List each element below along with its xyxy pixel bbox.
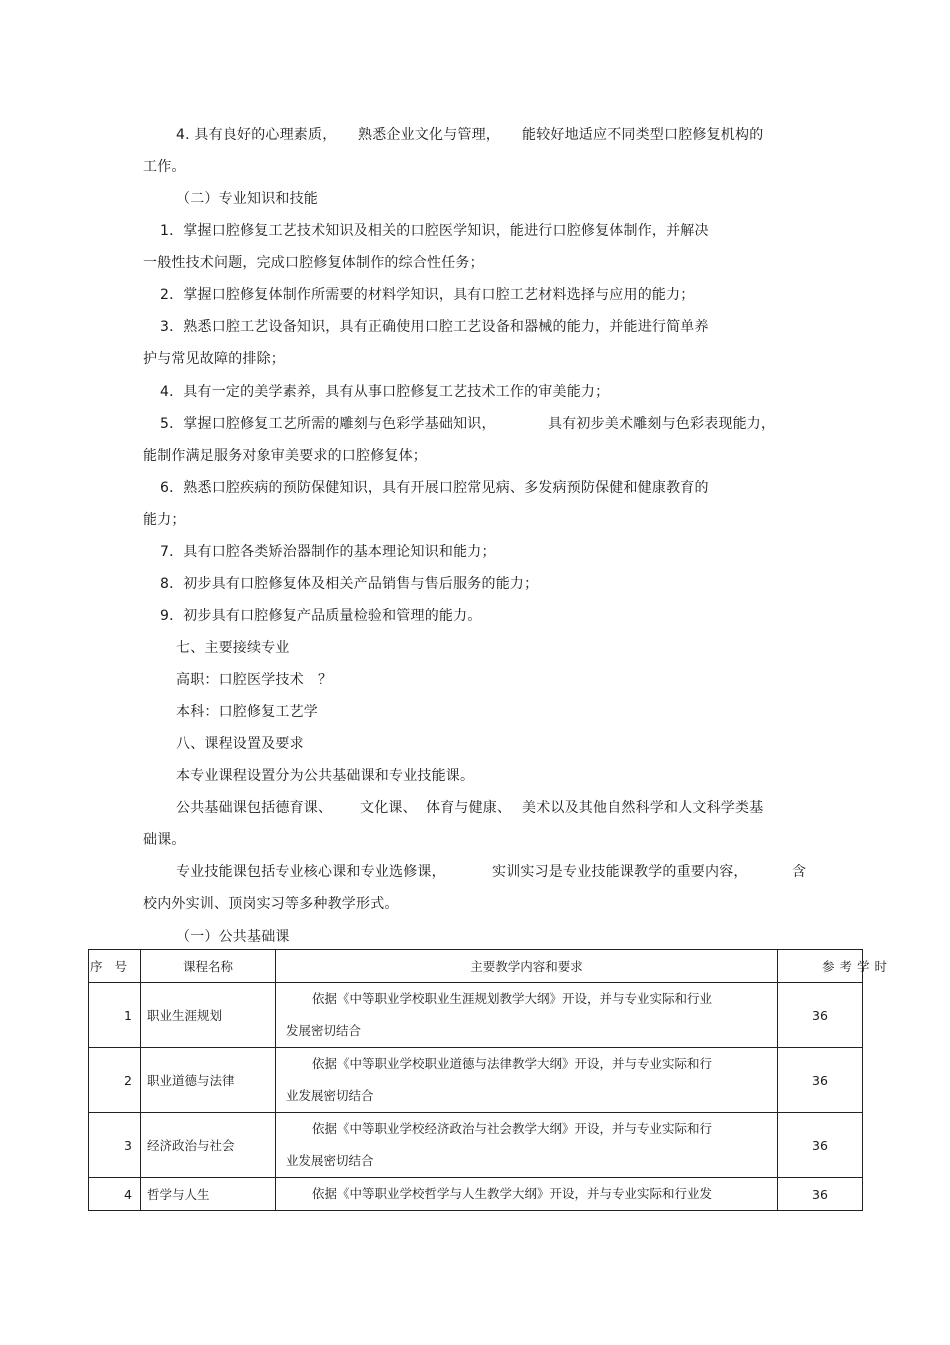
knowledge-4: 4．具有一定的美学素养，具有从事口腔修复工艺技术工作的审美能力； (160, 384, 610, 400)
public-courses-cont: 础课。 (143, 832, 186, 848)
knowledge-5-cont: 能制作满足服务对象审美要求的口腔修复体； (143, 448, 427, 464)
row-course-name: 经济政治与社会 (141, 1113, 276, 1178)
k5-part-b: 具有初步美术雕刻与色彩表现能力， (548, 416, 776, 432)
table-row (89, 1178, 863, 1211)
p4-part-b: 熟悉企业文化与管理， (358, 127, 500, 143)
course-intro: 本专业课程设置分为公共基础课和专业技能课。 (176, 768, 475, 784)
p4-part-a: 4. 具有良好的心理素质， (176, 127, 337, 143)
row-seq: 1 (89, 983, 141, 1048)
table-row (89, 983, 863, 1048)
skill-part-b: 实训实习是专业技能课教学的重要内容， (492, 864, 748, 880)
p4-part-c: 能较好地适应不同类型口腔修复机构的 (522, 127, 764, 143)
section-8-title: 八、课程设置及要求 (176, 736, 304, 752)
k5-part-a: 5．掌握口腔修复工艺所需的雕刻与色彩学基础知识， (160, 416, 496, 432)
pub-part-b: 文化课、 (360, 800, 417, 816)
undergraduate: 本科：口腔修复工艺学 (176, 704, 318, 720)
row-content (276, 1178, 778, 1211)
row-content-line-2: 发展密切结合 (286, 1023, 362, 1038)
header-content: 主要教学内容和要求 (276, 950, 778, 983)
section-7-title: 七、主要接续专业 (176, 640, 290, 656)
knowledge-2: 2．掌握口腔修复体制作所需要的材料学知识，具有口腔工艺材料选择与应用的能力； (160, 287, 695, 303)
knowledge-8: 8．初步具有口腔修复体及相关产品销售与售后服务的能力； (160, 576, 539, 592)
knowledge-7: 7．具有口腔各类矫治器制作的基本理论知识和能力； (160, 544, 496, 560)
row-hours: 36 (778, 983, 863, 1048)
row-content-line-2: 业发展密切结合 (286, 1088, 374, 1103)
row-course-name: 哲学与人生 (141, 1178, 276, 1211)
row-course-name: 职业生涯规划 (141, 983, 276, 1048)
row-course-name: 职业道德与法律 (141, 1048, 276, 1113)
row-content (276, 983, 778, 1048)
header-hours: 参考学时 (778, 950, 863, 983)
row-seq: 2 (89, 1048, 141, 1113)
row-hours: 36 (778, 1048, 863, 1113)
row-content-line-1: 依据《中等职业学校哲学与人生教学大纲》开设，并与专业实际和行业发 (312, 1186, 713, 1201)
skill-part-c: 含 (792, 864, 807, 880)
section-2-title: （二）专业知识和技能 (176, 191, 318, 207)
row-content-line-1: 依据《中等职业学校职业生涯规划教学大纲》开设，并与专业实际和行业 (312, 991, 713, 1006)
public-course-table (88, 949, 893, 1211)
knowledge-9: 9．初步具有口腔修复产品质量检验和管理的能力。 (160, 608, 482, 624)
row-seq: 4 (89, 1178, 141, 1211)
knowledge-3-cont: 护与常见故障的排除； (143, 351, 285, 367)
public-courses (176, 799, 796, 817)
skill-courses (176, 863, 816, 881)
knowledge-1: 1．掌握口腔修复工艺技术知识及相关的口腔医学知识，能进行口腔修复体制作，并解决 (160, 223, 709, 239)
p4-continuation: 工作。 (143, 159, 186, 175)
row-content-line-2: 业发展密切结合 (286, 1153, 374, 1168)
row-hours: 36 (778, 1113, 863, 1178)
row-hours: 36 (778, 1178, 863, 1211)
pub-part-c: 体育与健康、 (426, 800, 512, 816)
row-seq: 3 (89, 1113, 141, 1178)
paragraph-4 (176, 126, 796, 144)
knowledge-3: 3．熟悉口腔工艺设备知识，具有正确使用口腔工艺设备和器械的能力，并能进行简单养 (160, 319, 709, 335)
skill-part-a: 专业技能课包括专业核心课和专业选修课， (176, 864, 446, 880)
pub-part-d: 美术以及其他自然科学和人文科学类基 (522, 800, 764, 816)
knowledge-1-cont: 一般性技术问题，完成口腔修复体制作的综合性任务； (143, 255, 484, 271)
header-seq: 序号 (89, 950, 141, 983)
row-content-line-1: 依据《中等职业学校职业道德与法律教学大纲》开设，并与专业实际和行 (312, 1056, 713, 1071)
table-row (89, 1113, 863, 1178)
knowledge-6-cont: 能力； (143, 512, 186, 528)
table-header-row (89, 950, 863, 983)
skill-courses-cont: 校内外实训、顶岗实习等多种教学形式。 (143, 896, 399, 912)
subsection-1-title: （一）公共基础课 (176, 929, 290, 945)
header-course-name: 课程名称 (141, 950, 276, 983)
knowledge-5 (160, 415, 800, 433)
row-content-line-1: 依据《中等职业学校经济政治与社会教学大纲》开设，并与专业实际和行 (312, 1121, 713, 1136)
knowledge-6: 6．熟悉口腔疾病的预防保健知识，具有开展口腔常见病、多发病预防保健和健康教育的 (160, 480, 709, 496)
higher-vocational: 高职：口腔医学技术 ？ (176, 672, 333, 688)
row-content (276, 1048, 778, 1113)
pub-part-a: 公共基础课包括德育课、 (176, 800, 333, 816)
table-row (89, 1048, 863, 1113)
row-content (276, 1113, 778, 1178)
